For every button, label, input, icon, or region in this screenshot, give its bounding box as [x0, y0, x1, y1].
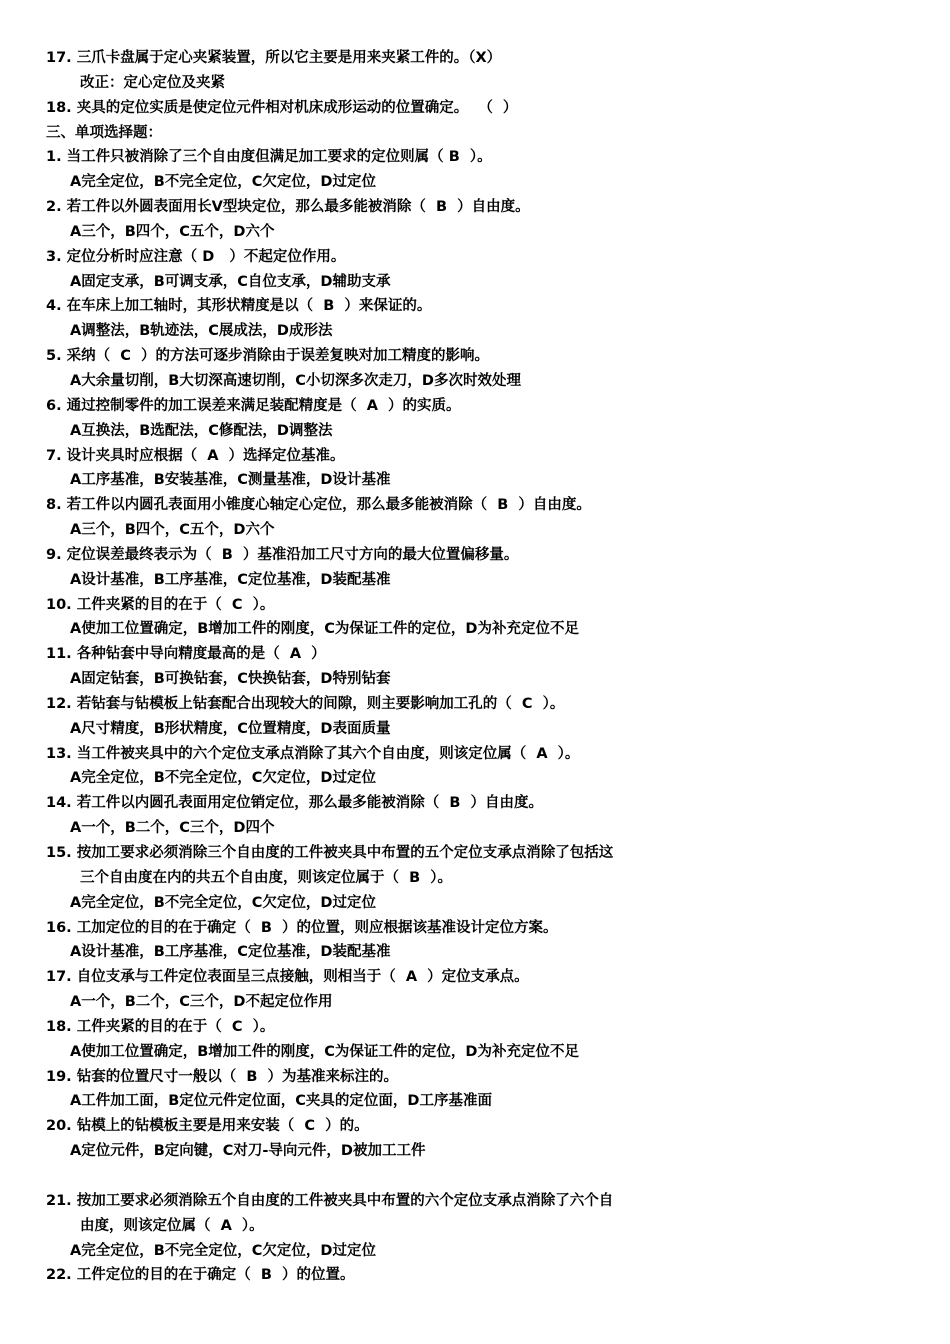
text-line: 18. 夹具的定位实质是使定位元件相对机床成形运动的位置确定。 （ ） — [46, 99, 518, 116]
option-line: A使加工位置确定，B增加工件的刚度，C为保证工件的定位，D为补充定位不足 — [70, 621, 579, 638]
text-line: 12. 若钻套与钻模板上钻套配合出现较大的间隙，则主要影响加工孔的（ C ）。 — [46, 695, 565, 712]
option-line: A一个，B二个，C三个，D不起定位作用 — [70, 994, 333, 1011]
text-line: 18. 工件夹紧的目的在于（ C ）。 — [46, 1018, 275, 1035]
text-line: 8. 若工件以内圆孔表面用小锥度心轴定心定位，那么最多能被消除（ B ）自由度。 — [46, 497, 591, 514]
option-line: A三个，B四个，C五个，D六个 — [70, 522, 275, 539]
document-page — [0, 46, 950, 1288]
text-line: 7. 设计夹具时应根据（ A ）选择定位基准。 — [46, 447, 345, 464]
option-line: A完全定位，B不完全定位，C欠定位，D过定位 — [70, 770, 376, 787]
text-line: 三个自由度在内的共五个自由度，则该定位属于（ B ）。 — [80, 869, 452, 886]
option-line: A工件加工面，B定位元件定位面，C夹具的定位面，D工序基准面 — [70, 1093, 492, 1110]
text-line: 13. 当工件被夹具中的六个定位支承点消除了其六个自由度，则该定位属（ A ）。 — [46, 745, 580, 762]
option-line: A大余量切削，B大切深高速切削，C小切深多次走刀，D多次时效处理 — [70, 372, 521, 389]
text-line: 6. 通过控制零件的加工误差来满足装配精度是（ A ）的实质。 — [46, 397, 461, 414]
text-line: 1. 当工件只被消除了三个自由度但满足加工要求的定位则属（ B ）。 — [46, 149, 492, 166]
option-line: A固定支承，B可调支承，C自位支承，D辅助支承 — [70, 273, 391, 290]
text-line: 9. 定位误差最终表示为（ B ）基准沿加工尺寸方向的最大位置偏移量。 — [46, 546, 519, 563]
text-line: 16. 工加定位的目的在于确定（ B ）的位置，则应根据该基准设计定位方案。 — [46, 919, 558, 936]
text-line: 三、单项选择题： — [46, 124, 162, 141]
option-line: A完全定位，B不完全定位，C欠定位，D过定位 — [70, 1242, 376, 1259]
option-line: A使加工位置确定，B增加工件的刚度，C为保证工件的定位，D为补充定位不足 — [70, 1043, 579, 1060]
option-line: A完全定位，B不完全定位，C欠定位，D过定位 — [70, 174, 376, 191]
text-line: 3. 定位分析时应注意（ D ）不起定位作用。 — [46, 248, 346, 265]
blank-line — [0, 1164, 950, 1189]
option-line: A固定钻套，B可换钻套，C快换钻套，D特别钻套 — [70, 671, 391, 688]
text-line: 2. 若工件以外圆表面用长V型块定位，那么最多能被消除（ B ）自由度。 — [46, 199, 530, 216]
text-line: 20. 钻模上的钻模板主要是用来安装（ C ）的。 — [46, 1118, 369, 1135]
option-line: A定位元件，B定向键，C对刀-导向元件，D被加工工件 — [70, 1143, 426, 1160]
text-line: 17. 自位支承与工件定位表面呈三点接触，则相当于（ A ）定位支承点。 — [46, 969, 529, 986]
option-line: A完全定位，B不完全定位，C欠定位，D过定位 — [70, 894, 376, 911]
text-line: 15. 按加工要求必须消除三个自由度的工件被夹具中布置的五个定位支承点消除了包括这 — [46, 845, 614, 861]
option-line: A设计基准，B工序基准，C定位基准，D装配基准 — [70, 571, 391, 588]
option-line: A调整法，B轨迹法，C展成法，D成形法 — [70, 323, 333, 340]
text-line: 10. 工件夹紧的目的在于（ C ）。 — [46, 596, 275, 613]
option-line: A设计基准，B工序基准，C定位基准，D装配基准 — [70, 944, 391, 961]
option-line: A互换法，B选配法，C修配法，D调整法 — [70, 422, 333, 439]
text-line: 4. 在车床上加工轴时，其形状精度是以（ B ）来保证的。 — [46, 298, 432, 315]
text-line: 22. 工件定位的目的在于确定（ B ）的位置。 — [46, 1267, 355, 1284]
text-line: 5. 采纳（ C ）的方法可逐步消除由于误差复映对加工精度的影响。 — [46, 348, 489, 365]
option-line: A三个，B四个，C五个，D六个 — [70, 223, 275, 240]
text-line: 17. 三爪卡盘属于定心夹紧装置，所以它主要是用来夹紧工件的。（X） — [46, 50, 502, 66]
option-line: A工序基准，B安装基准，C测量基准，D设计基准 — [70, 472, 391, 489]
option-line: A一个，B二个，C三个，D四个 — [70, 820, 275, 837]
text-line: 11. 各种钻套中导向精度最高的是（ A ） — [46, 646, 326, 663]
text-line: 14. 若工件以内圆孔表面用定位销定位，那么最多能被消除（ B ）自由度。 — [46, 795, 543, 812]
text-line: 改正：定心定位及夹紧 — [80, 74, 225, 91]
text-line: 21. 按加工要求必须消除五个自由度的工件被夹具中布置的六个定位支承点消除了六个自 — [46, 1192, 614, 1209]
option-line: A尺寸精度，B形状精度，C位置精度，D表面质量 — [70, 720, 391, 737]
text-line: 由度，则该定位属（ A ）。 — [80, 1217, 264, 1234]
text-line: 19. 钻套的位置尺寸一般以（ B ）为基准来标注的。 — [46, 1068, 398, 1085]
